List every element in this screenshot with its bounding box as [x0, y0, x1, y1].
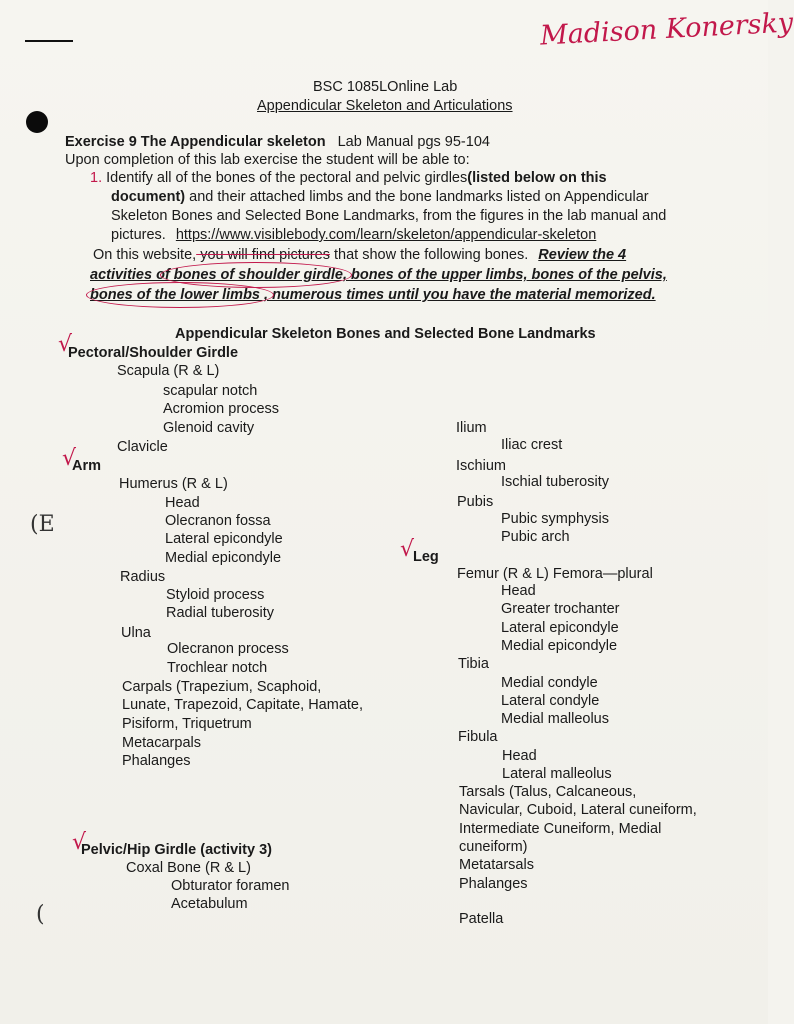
bone-carpals: Carpals (Trapezium, Scaphoid,: [122, 679, 322, 695]
bone-tibia: Tibia: [458, 656, 489, 672]
objective-line-1: 1. Identify all of the bones of the pectoral and pelvic girdles(listed below on this: [90, 170, 607, 186]
bone-pubis: Pubis: [457, 494, 494, 510]
item-number: 1.: [90, 170, 103, 186]
bone-coxal: Coxal Bone (R & L): [126, 860, 251, 876]
binder-clip-mark: (E: [30, 512, 55, 537]
landmark: Lateral condyle: [501, 693, 600, 709]
exercise-title: Exercise 9 The Appendicular skeleton: [65, 134, 326, 150]
bone-tarsals: Tarsals (Talus, Calcaneous,: [459, 784, 637, 800]
bone-metacarpals: Metacarpals: [122, 735, 201, 751]
bone-humerus: Humerus (R & L): [119, 476, 228, 492]
landmark: Pubic symphysis: [501, 511, 609, 527]
bone-clavicle: Clavicle: [117, 439, 168, 455]
landmark: Olecranon process: [167, 641, 289, 657]
objectives-intro: Upon completion of this lab exercise the student will be able to:: [65, 152, 470, 168]
landmark: Medial condyle: [501, 675, 598, 691]
bone-ilium: Ilium: [456, 420, 487, 436]
landmark: Styloid process: [166, 587, 265, 603]
objective-line-2: document) and their attached limbs and the bone landmarks listed on Appendicular: [111, 189, 649, 205]
bone-tarsals: Intermediate Cuneiform, Medial: [459, 821, 662, 837]
bone-tarsals: Navicular, Cuboid, Lateral cuneiform,: [459, 802, 697, 818]
bone-tarsals: cuneiform): [459, 839, 528, 855]
landmark: Greater trochanter: [501, 601, 620, 617]
bone-fibula: Fibula: [458, 729, 498, 745]
review-line-2: activities of bones of shoulder girdle, bones of the upper limbs, bones of the pelvis,: [90, 267, 667, 283]
bone-radius: Radius: [120, 569, 166, 585]
landmark: Lateral epicondyle: [501, 620, 619, 636]
punch-hole: [26, 111, 48, 133]
signature: Madison Konersky: [539, 7, 794, 52]
bone-ulna: Ulna: [121, 625, 151, 641]
landmark: Head: [501, 583, 536, 599]
landmark: Acromion process: [163, 401, 280, 417]
landmark: Glenoid cavity: [163, 420, 255, 436]
landmark: Trochlear notch: [167, 660, 268, 676]
binder-clip-mark-2: (: [36, 902, 45, 927]
landmark: Olecranon fossa: [165, 513, 271, 529]
landmark: Radial tuberosity: [166, 605, 274, 621]
landmark: Medial malleolus: [501, 711, 609, 727]
section-pelvic: Pelvic/Hip Girdle (activity 3): [81, 842, 272, 858]
bone-femur: Femur (R & L) Femora—plural: [457, 566, 653, 582]
landmark: Pubic arch: [501, 529, 570, 545]
bone-carpals: Lunate, Trapezoid, Capitate, Hamate,: [122, 697, 364, 713]
lab-manual-pages: Lab Manual pgs 95-104: [337, 134, 490, 150]
check-mark: √: [400, 537, 415, 562]
landmark: Medial epicondyle: [501, 638, 618, 654]
landmark: Obturator foramen: [171, 878, 290, 894]
bone-phalanges: Phalanges: [122, 753, 191, 769]
website-instruction: On this website, you will find pictures that show the following bones. Review the 4: [93, 247, 627, 263]
bone-phalanges: Phalanges: [459, 876, 528, 892]
landmark: scapular notch: [163, 383, 258, 399]
landmark: Head: [502, 748, 537, 764]
red-circle-annotation-2: [160, 262, 352, 288]
bone-ischium: Ischium: [456, 458, 506, 474]
bone-patella: Patella: [459, 911, 504, 927]
bone-metatarsals: Metatarsals: [459, 857, 534, 873]
visiblebody-link[interactable]: https://www.visiblebody.com/learn/skeleton/appendicular-skeleton: [175, 227, 597, 243]
landmark: Iliac crest: [501, 437, 563, 453]
exercise-heading: [65, 133, 490, 151]
bone-scapula: Scapula (R & L): [117, 363, 220, 379]
landmark: Lateral epicondyle: [165, 531, 283, 547]
landmark: Medial epicondyle: [165, 550, 282, 566]
objective-line-3: Skeleton Bones and Selected Bone Landmarks, from the figures in the lab manual and: [111, 208, 667, 224]
landmark: Acetabulum: [171, 896, 248, 912]
check-mark: √: [58, 332, 73, 357]
check-mark: √: [72, 830, 87, 855]
review-line-3: bones of the lower limbs , numerous times until you have the material memorized.: [90, 287, 656, 303]
landmark: Head: [165, 495, 200, 511]
section-arm: Arm: [72, 458, 102, 474]
check-mark: √: [62, 446, 77, 471]
landmark: Lateral malleolus: [502, 766, 612, 782]
pen-stroke: [25, 40, 73, 42]
objective-line-4: pictures. https://www.visiblebody.com/learn/skeleton/appendicular-skeleton: [111, 227, 597, 243]
bone-carpals: Pisiform, Triquetrum: [122, 716, 252, 732]
section-leg: Leg: [413, 549, 439, 565]
course-title: BSC 1085LOnline Lab: [313, 79, 458, 95]
list-title: Appendicular Skeleton Bones and Selected Bone Landmarks: [175, 326, 596, 342]
section-pectoral: Pectoral/Shoulder Girdle: [68, 345, 239, 361]
landmark: Ischial tuberosity: [501, 474, 609, 490]
document-subtitle: Appendicular Skeleton and Articulations: [257, 98, 513, 114]
